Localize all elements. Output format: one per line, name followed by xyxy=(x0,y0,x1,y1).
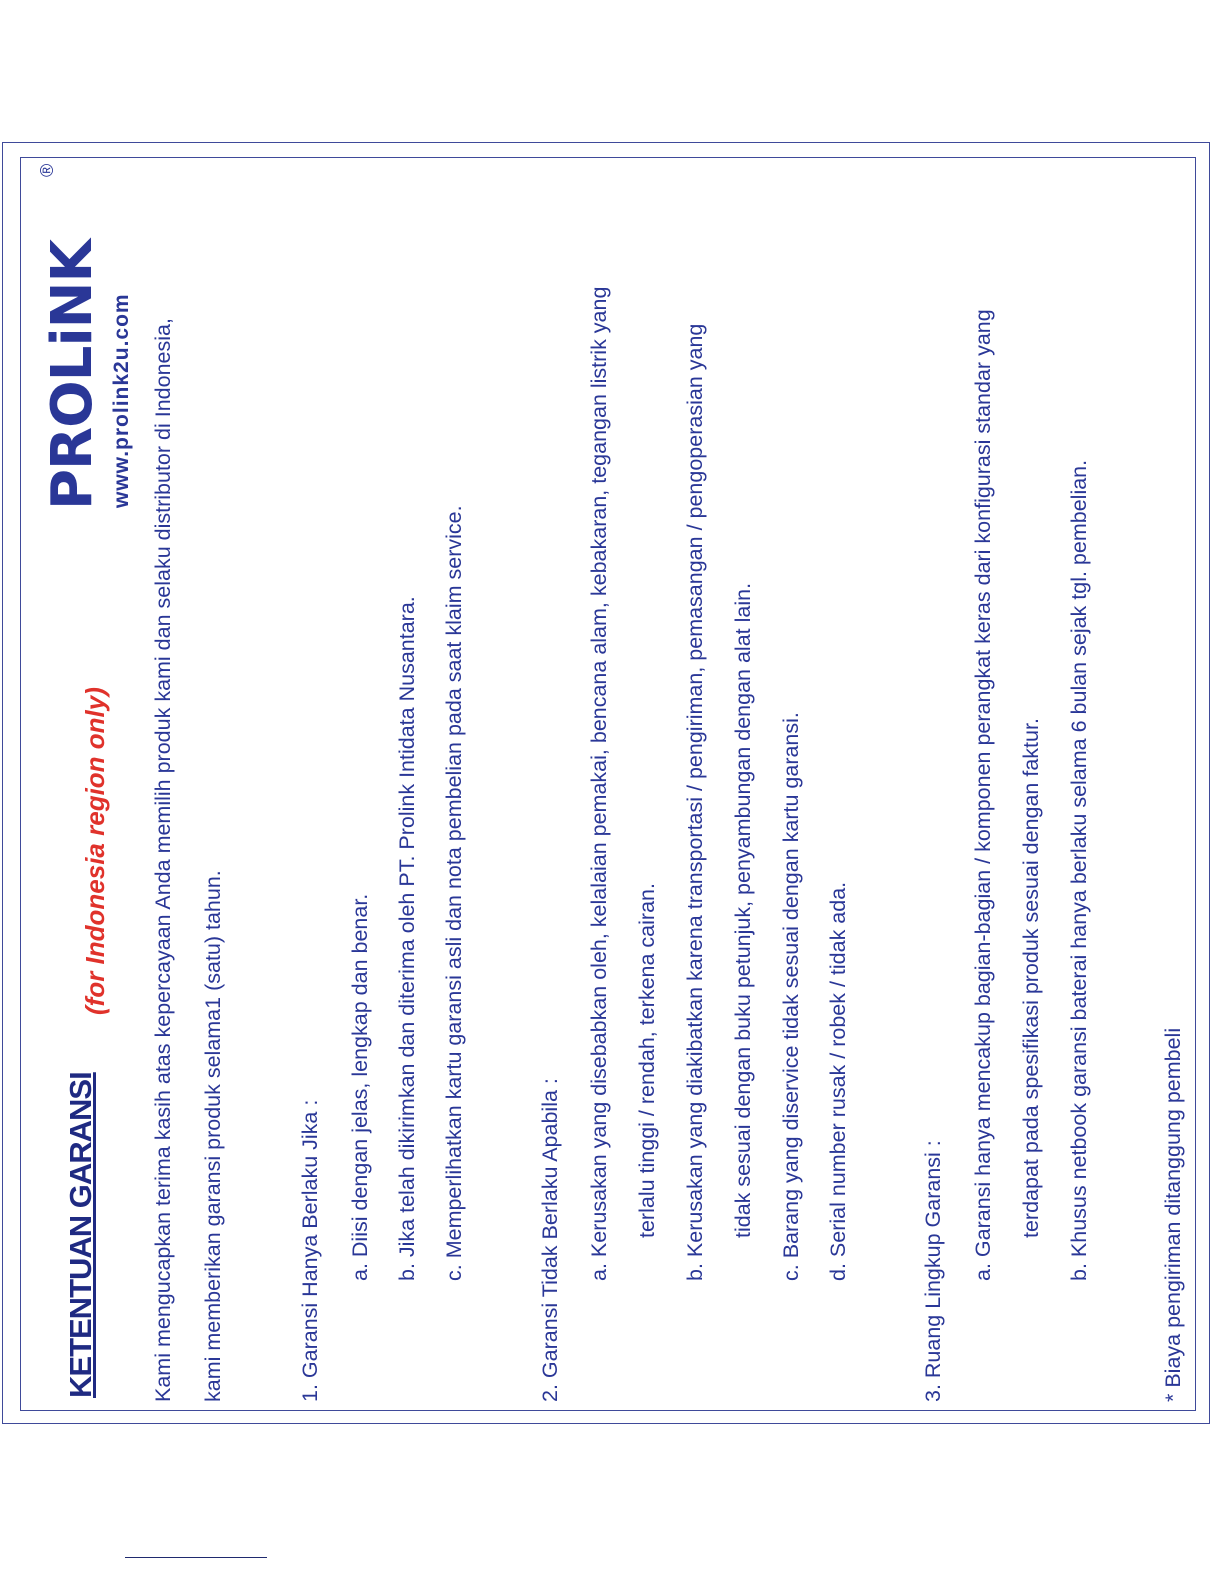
section1-item-c: c. Memperlihatkan kartu garansi asli dan nota pembelian pada saat klaim service. xyxy=(442,505,466,1281)
warranty-card xyxy=(30,160,1200,1410)
section1-item-b: b. Jika telah dikirimkan dan diterima oleh PT. Prolink Intidata Nusantara. xyxy=(395,596,419,1281)
website-url: www.prolink2u.com xyxy=(110,293,133,508)
section2-item-a-cont: terlalu tinggi / rendah, terkena cairan. xyxy=(635,883,659,1238)
section3-item-a-cont: terdapat pada spesifikasi produk sesuai dengan faktur. xyxy=(1019,718,1043,1238)
section1-heading: 1. Garansi Hanya Berlaku Jika : xyxy=(298,1099,322,1402)
section2-item-a: a. Kerusakan yang disebabkan oleh, kelalaian pemakai, bencana alam, kebakaran, tegangan listrik yang xyxy=(587,286,611,1281)
intro-line-2: kami memberikan garansi produk selama1 (satu) tahun. xyxy=(201,870,225,1402)
section2-item-d: d. Serial number rusak / robek / tidak ada. xyxy=(826,881,850,1281)
region-note: (for Indonesia region only) xyxy=(80,687,110,1015)
section2-item-c: c. Barang yang diservice tidak sesuai dengan kartu garansi. xyxy=(779,712,803,1281)
registered-mark: ® xyxy=(37,163,57,177)
section2-item-b: b. Kerusakan yang diakibatkan karena transportasi / pengiriman, pemasangan / pengoperasian yang xyxy=(683,323,707,1281)
footnote-divider xyxy=(125,1557,267,1558)
brand-wordmark: PROLiNK xyxy=(40,240,105,510)
intro-line-1: Kami mengucapkan terima kasih atas kepercayaan Anda memilih produk kami dan selaku distributor di Indonesia, xyxy=(151,318,175,1402)
section3-item-b: b. Khusus netbook garansi baterai hanya berlaku selama 6 bulan sejak tgl. pembelian. xyxy=(1067,459,1091,1281)
page-title: KETENTUAN GARANSI xyxy=(63,1072,98,1398)
section2-item-b-cont: tidak sesuai dengan buku petunjuk, penyambungan dengan alat lain. xyxy=(731,582,755,1238)
footnote: * Biaya pengiriman ditanggung pembeli xyxy=(1161,1027,1185,1402)
section3-item-a: a. Garansi hanya mencakup bagian-bagian / komponen perangkat keras dari konfigurasi standar yang xyxy=(971,309,995,1281)
section2-heading: 2. Garansi Tidak Berlaku Apabila : xyxy=(538,1078,562,1402)
section3-heading: 3. Ruang Lingkup Garansi : xyxy=(921,1140,945,1402)
prolink-logo xyxy=(37,163,105,510)
section1-item-a: a. Diisi dengan jelas, lengkap dan benar. xyxy=(348,893,372,1281)
